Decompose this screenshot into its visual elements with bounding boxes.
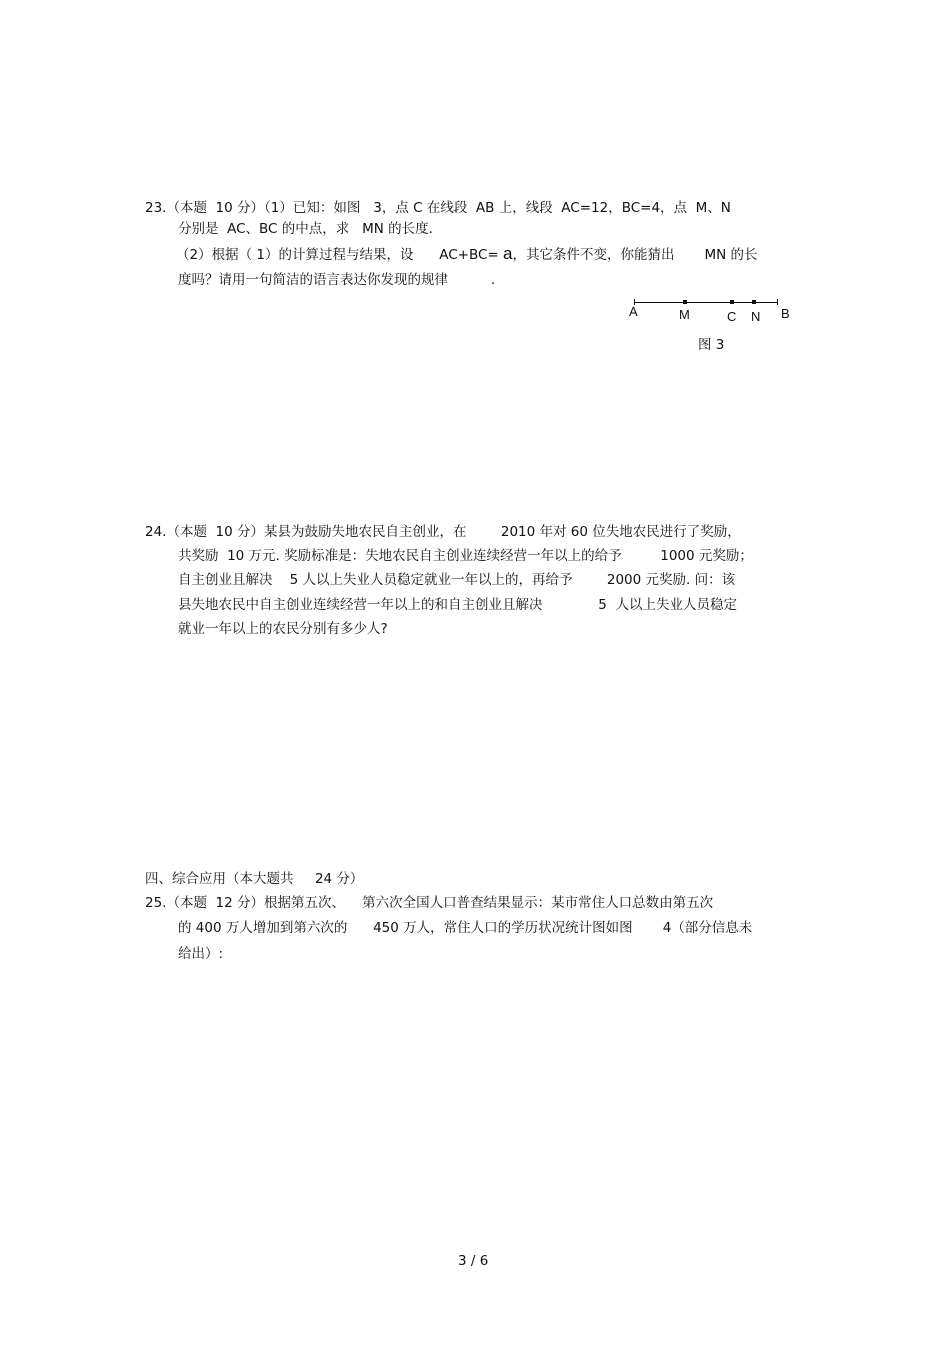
- dot-n: [752, 300, 756, 304]
- q24-line-5: 就业一年以上的农民分别有多少人?: [178, 621, 388, 637]
- variable-a: a: [503, 244, 513, 263]
- q23-line-3-before: （2）根据（ 1）的计算过程与结果，设 AC+BC=: [176, 247, 504, 263]
- dot-c: [730, 300, 734, 304]
- page-number: 3 / 6: [458, 1253, 489, 1269]
- point-label-c: C: [727, 309, 737, 324]
- segment-line: [634, 302, 778, 303]
- section-heading: 四、综合应用（本大题共 24 分）: [145, 871, 364, 887]
- q23-line-1: 23.（本题 10 分）（1）已知：如图 3，点 C 在线段 AB 上，线段 AC=12，BC=4，点 M、N: [145, 200, 731, 216]
- q24-line-2: 共奖励 10 万元. 奖励标准是：失地农民自主创业连续经营一年以上的给予 1000 元奖励；: [178, 548, 753, 564]
- point-label-a: A: [629, 304, 638, 319]
- point-label-m: M: [679, 307, 690, 322]
- dot-m: [683, 300, 687, 304]
- q23-line-4: 度吗？请用一句简洁的语言表达你发现的规律 .: [178, 272, 496, 288]
- tick-b: [777, 299, 778, 305]
- figure-caption: 图 3: [698, 337, 725, 353]
- q25-line-3: 给出）:: [178, 946, 224, 962]
- q23-line-3-after: ，其它条件不变，你能猜出 MN 的长: [512, 247, 758, 263]
- q23-line-3: [176, 245, 758, 264]
- q24-line-4: 县失地农民中自主创业连续经营一年以上的和自主创业且解决 5 人以上失业人员稳定: [178, 597, 737, 613]
- point-label-b: B: [781, 306, 790, 321]
- q25-line-2: 的 400 万人增加到第六次的 450 万人，常住人口的学历状况统计图如图 4（部分信息未: [178, 920, 753, 936]
- q24-line-3: 自主创业且解决 5 人以上失业人员稳定就业一年以上的，再给予 2000 元奖励. 问：该: [178, 572, 736, 588]
- q25-line-1: 25.（本题 12 分）根据第五次、 第六次全国人口普查结果显示：某市常住人口总数由第五次: [145, 895, 714, 911]
- point-label-n: N: [751, 309, 761, 324]
- q24-line-1: 24.（本题 10 分）某县为鼓励失地农民自主创业，在 2010 年对 60 位失地农民进行了奖励，: [145, 524, 741, 540]
- q23-line-2: 分别是 AC、BC 的中点，求 MN 的长度.: [178, 221, 433, 237]
